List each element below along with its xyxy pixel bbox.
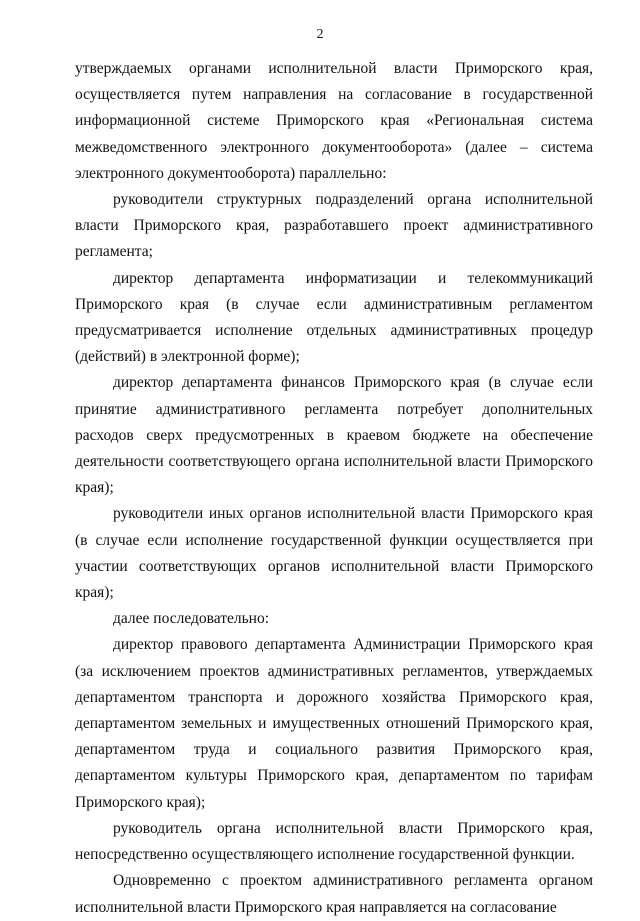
paragraph-1: утверждаемых органами исполнительной власти Приморского края, осуществляется путем направления на согласование в государственной информационной системе Приморского края «Региональная система межведомственного электронного документооборота» (далее – система электронного документооборота) параллельно:	[75, 60, 593, 182]
paragraph-5: руководители иных органов исполнительной власти Приморского края (в случае если исполнение государственной функции осуществляется при участии соответствующих органов исполнительной власти Приморского края);	[75, 505, 593, 602]
paragraph-8: руководитель органа исполнительной власти Приморского края, непосредственно осуществляющего исполнение государственной функции.	[75, 819, 593, 864]
paragraph-9: Одновременно с проектом административного регламента органом исполнительной власти Приморского края направляется на согласование	[75, 872, 593, 916]
paragraph-6: далее последовательно:	[113, 610, 270, 628]
paragraph-7: директор правового департамента Администрации Приморского края (за исключением проектов административных регламентов, утверждаемых департаментом транспорта и дорожного хозяйства Приморского края, департаментом земельных и имущественных отношений Приморского края, департаментом труда и социального развития Приморского края, департаментом культуры Приморского края, департаментом по тарифам Приморского края);	[75, 636, 593, 811]
paragraph-3: директор департамента информатизации и телекоммуникаций Приморского края (в случае если административным регламентом предусматривается исполнение отдельных административных процедур (действий) в электронной форме);	[75, 269, 593, 366]
document-body	[75, 56, 593, 921]
page-number: 2	[316, 27, 324, 42]
paragraph-4: директор департамента финансов Приморского края (в случае если принятие административного регламента потребует дополнительных расходов сверх предусмотренных в краевом бюджете на обеспечение деятельности соответствующего органа исполнительной власти Приморского края);	[75, 374, 593, 497]
paragraph-2: руководители структурных подразделений органа исполнительной власти Приморского края, разработавшего проект административного регламента;	[75, 191, 593, 261]
